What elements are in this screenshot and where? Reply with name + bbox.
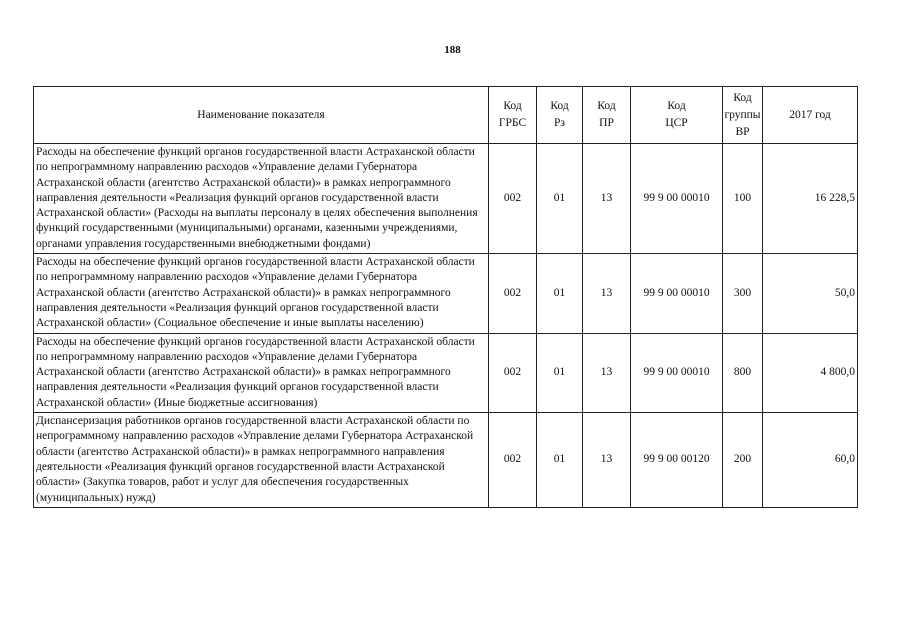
table-header-row — [34, 87, 858, 144]
header-csr-line1: Код — [667, 100, 686, 112]
row-vr: 100 — [723, 144, 763, 254]
table-row — [34, 333, 858, 412]
row-pr: 13 — [583, 144, 631, 254]
row-csr: 99 9 00 00010 — [631, 333, 723, 412]
row-amount: 50,0 — [763, 254, 858, 333]
row-grbs: 002 — [489, 254, 537, 333]
header-pr-line2: ПР — [599, 117, 614, 129]
row-name: Расходы на обеспечение функций органов государственной власти Астраханской области по непрограммному направлению расходов «Управление делами Губернатора Астраханской области (агентство Астраханской области)» в рамках непрограммного направления деятельности «Реализация функций органов государственной власти Астраханской области» (Социальное обеспечение и иные выплаты населению) — [34, 254, 489, 333]
header-vr — [723, 87, 763, 144]
row-pr: 13 — [583, 413, 631, 508]
table-row — [34, 144, 858, 254]
header-csr — [631, 87, 723, 144]
header-rz — [537, 87, 583, 144]
row-csr: 99 9 00 00120 — [631, 413, 723, 508]
budget-table — [33, 86, 858, 508]
row-vr: 800 — [723, 333, 763, 412]
header-vr-line3: ВР — [735, 125, 750, 138]
row-amount: 60,0 — [763, 413, 858, 508]
row-rz: 01 — [537, 413, 583, 508]
row-amount: 16 228,5 — [763, 144, 858, 254]
header-name: Наименование показателя — [34, 87, 489, 144]
header-pr — [583, 87, 631, 144]
header-vr-line2: группы — [724, 108, 761, 121]
header-grbs-line1: Код — [503, 100, 522, 112]
row-grbs: 002 — [489, 333, 537, 412]
row-rz: 01 — [537, 144, 583, 254]
row-name: Расходы на обеспечение функций органов государственной власти Астраханской области по непрограммному направлению расходов «Управление делами Губернатора Астраханской области (агентство Астраханской области)» в рамках непрограммного направления деятельности «Реализация функций органов государственной власти Астраханской области» (Расходы на выплаты персоналу в целях обеспечения выполнения функций государственными (муниципальными) органами, казенными учреждениями, органами управления государственными внебюджетными фондами) — [34, 144, 489, 254]
header-rz-line2: Рз — [554, 117, 565, 129]
header-year: 2017 год — [763, 87, 858, 144]
row-vr: 200 — [723, 413, 763, 508]
row-csr: 99 9 00 00010 — [631, 254, 723, 333]
row-grbs: 002 — [489, 144, 537, 254]
table-row — [34, 413, 858, 508]
header-vr-line1: Код — [733, 91, 752, 104]
header-csr-line2: ЦСР — [665, 117, 688, 129]
row-rz: 01 — [537, 333, 583, 412]
header-rz-line1: Код — [550, 100, 569, 112]
row-csr: 99 9 00 00010 — [631, 144, 723, 254]
row-rz: 01 — [537, 254, 583, 333]
row-amount: 4 800,0 — [763, 333, 858, 412]
header-grbs-line2: ГРБС — [498, 117, 527, 129]
row-grbs: 002 — [489, 413, 537, 508]
row-name: Расходы на обеспечение функций органов государственной власти Астраханской области по непрограммному направлению расходов «Управление делами Губернатора Астраханской области (агентство Астраханской области)» в рамках непрограммного направления деятельности «Реализация функций органов государственной власти Астраханской области» (Иные бюджетные ассигнования) — [34, 333, 489, 412]
page-number: 188 — [444, 44, 461, 56]
row-name: Диспансеризация работников органов государственной власти Астраханской области по непрограммному направлению расходов «Управление делами Губернатора Астраханской области (агентство Астраханской области)» в рамках непрограммного направления деятельности «Реализация функций органов государственной власти Астраханской области» (Закупка товаров, работ и услуг для обеспечения государственных (муниципальных) нужд) — [34, 413, 489, 508]
row-vr: 300 — [723, 254, 763, 333]
header-pr-line1: Код — [597, 100, 616, 112]
row-pr: 13 — [583, 333, 631, 412]
header-grbs — [489, 87, 537, 144]
table-row — [34, 254, 858, 333]
row-pr: 13 — [583, 254, 631, 333]
